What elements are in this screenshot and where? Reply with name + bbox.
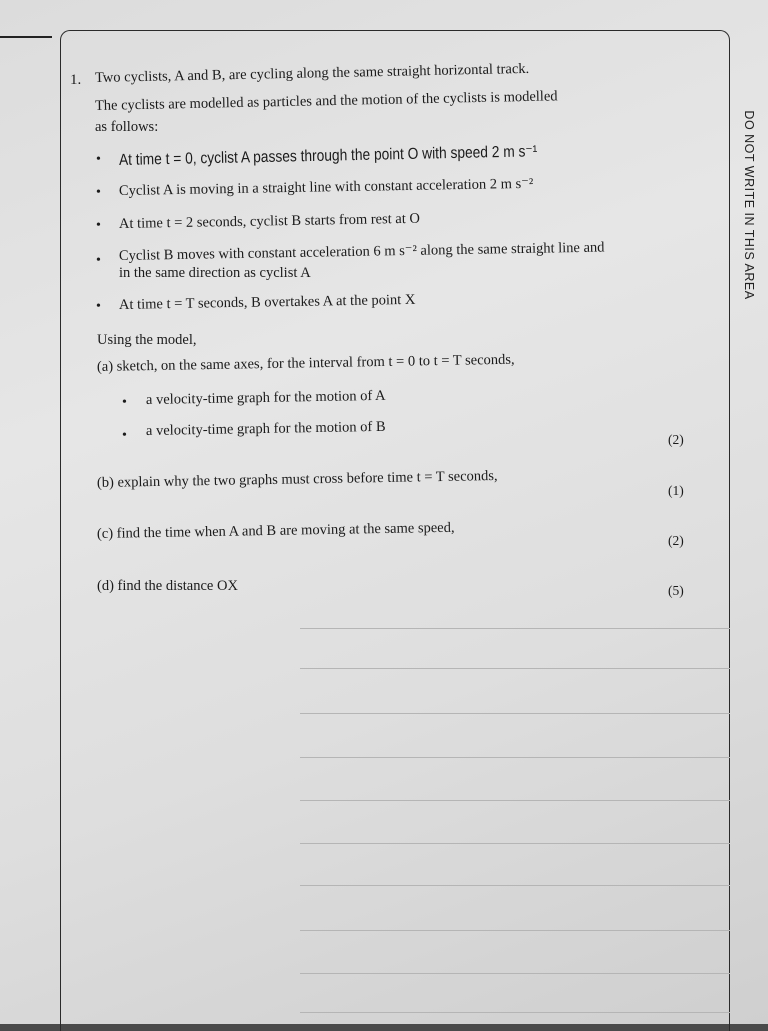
model-line-2: as follows: — [95, 119, 159, 135]
part-a-item-2: a velocity-time graph for the motion of B — [145, 418, 386, 439]
answer-line — [300, 628, 730, 629]
answer-line — [300, 843, 730, 844]
question-number: 1. — [70, 72, 82, 88]
page-edge-line — [0, 36, 52, 38]
bullet-marker: • — [96, 152, 101, 167]
bullet-marker: • — [122, 428, 127, 443]
part-c-text: (c) find the time when A and B are moving at the same speed, — [96, 519, 455, 542]
part-d-text: (d) find the distance OX — [97, 578, 238, 594]
part-b-text: (b) explain why the two graphs must cross before time t = T seconds, — [96, 468, 498, 491]
answer-line — [300, 973, 730, 974]
answer-line — [300, 757, 730, 758]
part-a-text: (a) sketch, on the same axes, for the interval from t = 0 to t = T seconds, — [96, 351, 515, 375]
answer-line — [300, 930, 730, 931]
bullet-marker: • — [96, 299, 101, 314]
bullet-4-continuation: in the same direction as cyclist A — [119, 265, 311, 281]
answer-line — [300, 800, 730, 801]
using-model-text: Using the model, — [97, 332, 197, 348]
bullet-1-text: At time t = 0, cyclist A passes through the point O with speed 2 m s⁻¹ — [118, 143, 538, 169]
bullet-marker: • — [96, 253, 101, 268]
bullet-5-text: At time t = T seconds, B overtakes A at the point X — [118, 291, 416, 313]
answer-line — [300, 1012, 730, 1013]
bullet-marker: • — [96, 218, 101, 233]
mark-part-d: (5) — [668, 583, 684, 598]
model-line-1: The cyclists are modelled as particles and the motion of the cyclists is modelled — [94, 88, 558, 114]
margin-warning-text: DO NOT WRITE IN THIS AREA — [742, 110, 756, 300]
answer-line — [300, 713, 730, 714]
question-intro: Two cyclists, A and B, are cycling along the same straight horizontal track. — [94, 60, 530, 86]
bullet-4-text: Cyclist B moves with constant acceleration 6 m s⁻² along the same straight line and — [118, 239, 605, 264]
bullet-3-text: At time t = 2 seconds, cyclist B starts from rest at O — [118, 210, 421, 232]
bullet-2-text: Cyclist A is moving in a straight line with constant acceleration 2 m s⁻² — [118, 175, 534, 199]
mark-part-a: (2) — [668, 432, 684, 447]
part-a-item-1: a velocity-time graph for the motion of A — [145, 387, 386, 408]
mark-part-c: (2) — [668, 533, 684, 548]
bullet-marker: • — [122, 395, 127, 410]
answer-line — [300, 668, 730, 669]
answer-line — [300, 885, 730, 886]
margin-warning — [730, 100, 768, 310]
bullet-marker: • — [96, 185, 101, 200]
mark-part-b: (1) — [668, 483, 684, 498]
